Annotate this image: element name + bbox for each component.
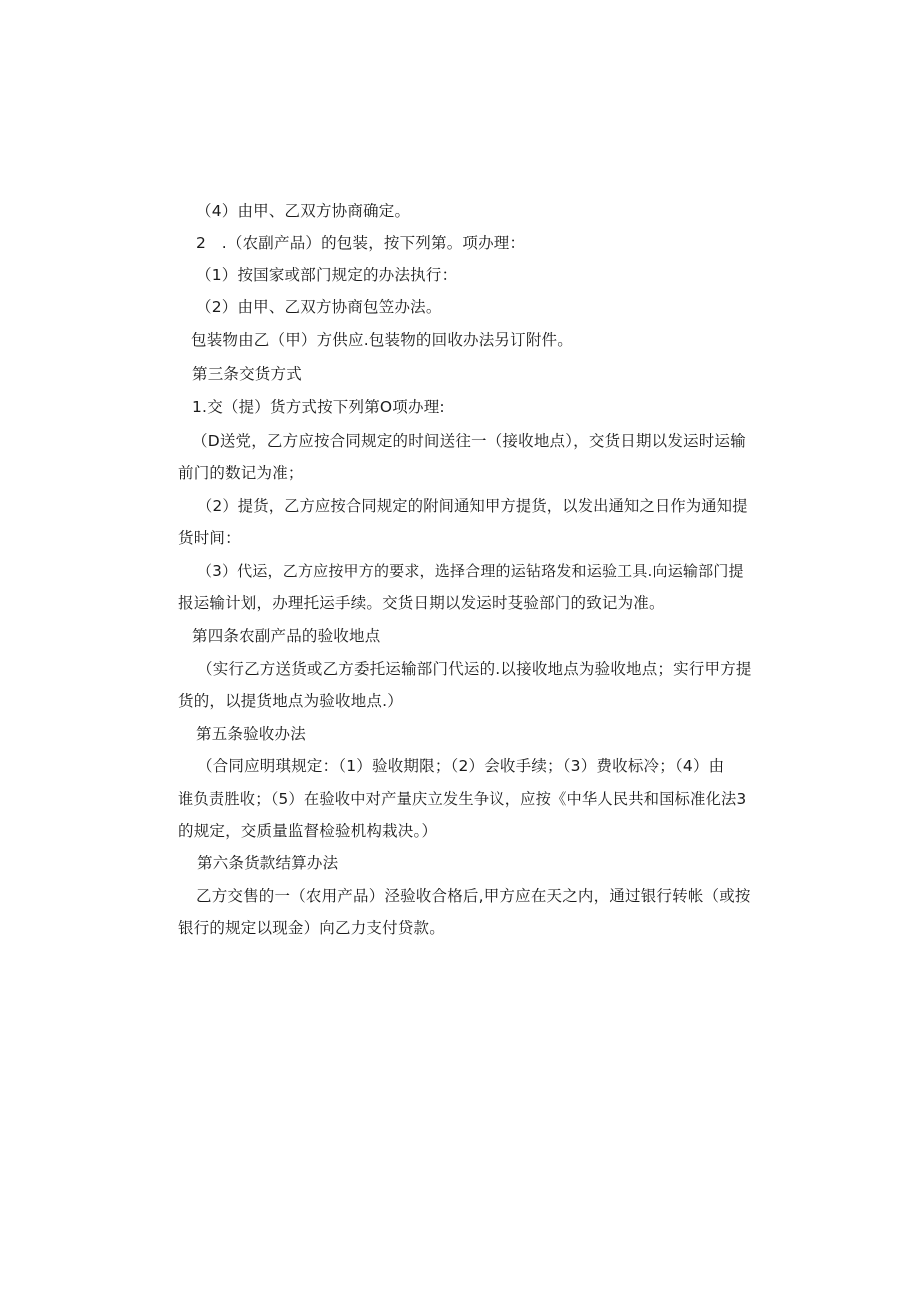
text-line: （2）提货，乙方应按合同规定的附间通知甲方提货，以发出通知之日作为通知提 (197, 497, 748, 515)
text-line: 乙方交售的一（农用产品）泾验收合格后,甲方应在天之内，通过银行转帐（或按 (196, 887, 751, 905)
section-heading: 第五条验收办法 (196, 725, 306, 743)
text-line: （2）由甲、乙双方协商包笠办法。 (196, 298, 442, 316)
text-line: 包装物由乙（甲）方供应.包装物的回收办法另订附件。 (191, 331, 573, 349)
text-line: 1.交（提）货方式按下列第O项办理: (192, 398, 445, 416)
text-line: 谁负责胜收；（5）在验收中对产量庆立发生争议，应按《中华人民共和国标准化法3 (178, 790, 747, 808)
text-line: （实行乙方送货或乙方委托运输部门代运的.以接收地点为验收地点；实行甲方提 (197, 660, 752, 678)
text-line: 2 .（农副产品）的包装，按下列第。项办理： (196, 234, 526, 252)
text-line: （1）按国家或部门规定的办法执行： (196, 266, 458, 284)
section-heading: 第四条农副产品的验收地点 (192, 627, 381, 645)
text-line: 报运输计划，办理托运手续。交货日期以发运时芟验部门的致记为准。 (178, 594, 665, 612)
text-line: （3）代运，乙方应按甲方的要求，选择合理的运钻珞发和运验工具.向运输部门提 (197, 562, 744, 580)
text-line: （合同应明琪规定：（1）验收期限；（2）会收手续；（3）费收标冷；（4）由 (197, 757, 725, 775)
section-heading: 第三条交货方式 (192, 365, 302, 383)
text-line: 货的，以提货地点为验收地点.） (178, 692, 403, 710)
text-line: 银行的规定以现金）向乙力支付贷款。 (178, 919, 445, 937)
text-line: 的规定，交质量监督检验机构栽决。） (178, 822, 438, 840)
section-heading: 第六条货款结算办法 (197, 854, 339, 872)
text-line: （4）由甲、乙双方协商确定。 (196, 202, 411, 220)
text-line: 前门的数记为准； (178, 464, 304, 482)
text-line: 货时间： (178, 529, 241, 547)
text-line: （D送党，乙方应按合同规定的时间送往一（接收地点），交货日期以发运时运输 (192, 432, 746, 450)
